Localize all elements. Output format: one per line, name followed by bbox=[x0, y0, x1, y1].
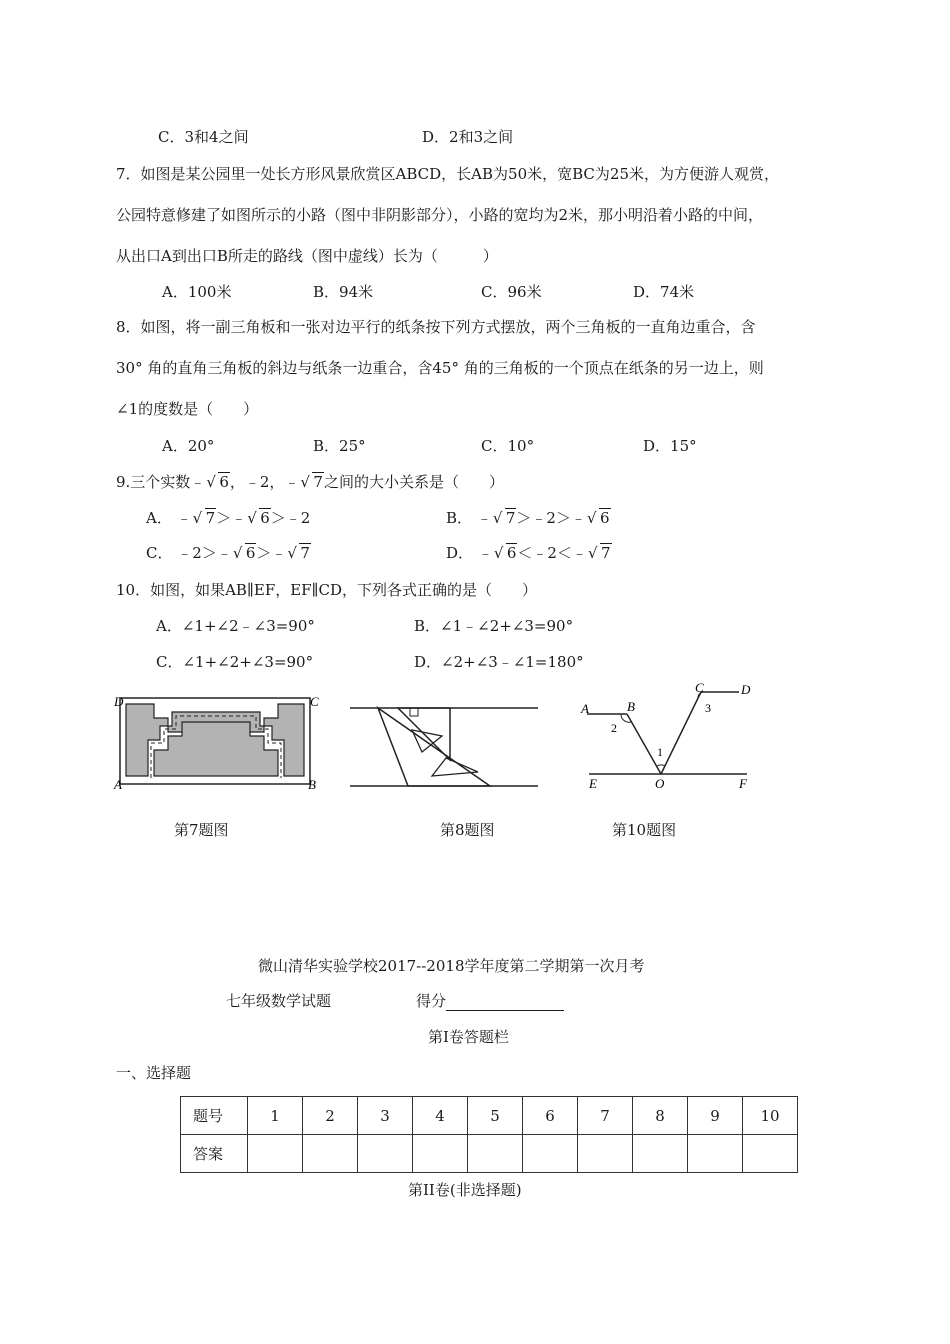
fig7-caption: 第7题图 bbox=[174, 821, 229, 839]
q7-line1: 7．如图是某公园里一处长方形风景欣赏区ABCD，长AB为50米，宽BC为25米，为方便游人观赏， bbox=[116, 165, 779, 183]
q7-line2: 公园特意修建了如图所示的小路（图中非阴影部分），小路的宽均为2米，那小明沿着小路的中间， bbox=[116, 206, 764, 224]
q8-option-a: A．20° bbox=[162, 437, 215, 455]
answer-cell[interactable] bbox=[578, 1135, 633, 1173]
figure-7 bbox=[112, 692, 322, 792]
q9-option-b: B． ﹣ √ 7＞﹣2＞﹣ √ 6 bbox=[446, 509, 610, 527]
table-row bbox=[181, 1135, 798, 1173]
q7-option-c: C．96米 bbox=[481, 283, 542, 301]
number-cell: 10 bbox=[743, 1097, 798, 1135]
q8-line1: 8．如图，将一副三角板和一张对边平行的纸条按下列方式摆放，两个三角板的一直角边重合，含 bbox=[116, 318, 756, 336]
answer-cell[interactable] bbox=[468, 1135, 523, 1173]
fig10-label-a: A bbox=[581, 701, 589, 716]
number-cell: 2 bbox=[303, 1097, 358, 1135]
number-cell: 7 bbox=[578, 1097, 633, 1135]
fig10-label-c: C bbox=[695, 680, 704, 695]
number-cell: 1 bbox=[248, 1097, 303, 1135]
answer-cell[interactable] bbox=[743, 1135, 798, 1173]
q6-option-c: C．3和4之间 bbox=[158, 128, 249, 146]
q9-stem: 9.三个实数﹣ √ 6，﹣2，﹣ √ 7之间的大小关系是（ ） bbox=[116, 473, 504, 491]
q10-option-d: D．∠2+∠3﹣∠1=180° bbox=[414, 653, 584, 671]
fig7-label-b: B bbox=[308, 777, 316, 792]
q7-line3: 从出口A到出口B所走的路线（图中虚线）长为（ ） bbox=[116, 247, 498, 265]
number-cell: 5 bbox=[468, 1097, 523, 1135]
q10-option-a: A．∠1+∠2﹣∠3=90° bbox=[156, 617, 315, 635]
q8-option-c: C．10° bbox=[481, 437, 535, 455]
q10-stem: 10．如图，如果AB∥EF，EF∥CD，下列各式正确的是（ ） bbox=[116, 581, 538, 599]
fig10-label-e: E bbox=[589, 776, 597, 791]
q10-option-b: B．∠1﹣∠2+∠3=90° bbox=[414, 617, 574, 635]
fig7-label-a: A bbox=[114, 777, 122, 792]
answer-cell[interactable] bbox=[303, 1135, 358, 1173]
score-field bbox=[416, 991, 564, 1011]
q8-option-d: D．15° bbox=[643, 437, 697, 455]
q10-option-c: C．∠1+∠2+∠3=90° bbox=[156, 653, 314, 671]
answer-cell[interactable] bbox=[523, 1135, 578, 1173]
section1-title: 一、选择题 bbox=[116, 1064, 192, 1082]
fig10-label-f: F bbox=[739, 776, 747, 791]
fig10-angle-1: 1 bbox=[657, 745, 663, 759]
number-cell: 6 bbox=[523, 1097, 578, 1135]
fig10-caption: 第10题图 bbox=[612, 821, 677, 839]
score-label: 得分 bbox=[416, 992, 447, 1010]
header-cell: 答案 bbox=[181, 1135, 248, 1173]
fig8-caption: 第8题图 bbox=[440, 821, 495, 839]
q9-option-d: D． ﹣ √ 6＜﹣2＜﹣ √ 7 bbox=[446, 544, 611, 562]
answer-cell[interactable] bbox=[633, 1135, 688, 1173]
answer-cell[interactable] bbox=[413, 1135, 468, 1173]
number-cell: 4 bbox=[413, 1097, 468, 1135]
table-row bbox=[181, 1097, 798, 1135]
fig7-label-d: D bbox=[114, 694, 124, 709]
number-cell: 9 bbox=[688, 1097, 743, 1135]
q9-option-c: C． ﹣2＞﹣ √ 6＞﹣ √ 7 bbox=[146, 544, 310, 562]
q8-line2: 30° 角的直角三角板的斜边与纸条一边重合，含45° 角的三角板的一个顶点在纸条的另一边上，则 bbox=[116, 359, 764, 377]
subject-title: 七年级数学试题 bbox=[226, 992, 332, 1010]
school-title: 微山清华实验学校2017--2018学年度第二学期第一次月考 bbox=[258, 957, 645, 975]
number-cell: 8 bbox=[633, 1097, 688, 1135]
header-cell: 题号 bbox=[181, 1097, 248, 1135]
q7-option-a: A．100米 bbox=[162, 283, 232, 301]
part2-title: 第II卷(非选择题) bbox=[408, 1181, 522, 1199]
q8-line3: ∠1的度数是（ ） bbox=[116, 400, 259, 418]
fig7-label-c: C bbox=[310, 694, 319, 709]
answer-cell[interactable] bbox=[248, 1135, 303, 1173]
score-blank bbox=[446, 996, 564, 1011]
q9-option-a: A． ﹣ √ 7＞﹣ √ 6＞﹣2 bbox=[146, 509, 311, 527]
fig10-label-o: O bbox=[655, 776, 665, 791]
number-cell: 3 bbox=[358, 1097, 413, 1135]
fig10-angle-3: 3 bbox=[705, 701, 711, 715]
answer-cell[interactable] bbox=[688, 1135, 743, 1173]
fig10-label-b: B bbox=[627, 699, 635, 714]
q8-option-b: B．25° bbox=[313, 437, 366, 455]
figure-10 bbox=[575, 680, 765, 792]
fig10-angle-2: 2 bbox=[611, 721, 617, 735]
fig10-label-d: D bbox=[741, 682, 751, 697]
part1-title: 第Ⅰ卷答题栏 bbox=[428, 1028, 509, 1046]
q6-option-d: D．2和3之间 bbox=[422, 128, 514, 146]
q7-option-d: D．74米 bbox=[633, 283, 695, 301]
answer-cell[interactable] bbox=[358, 1135, 413, 1173]
q7-option-b: B．94米 bbox=[313, 283, 374, 301]
answer-table bbox=[180, 1096, 798, 1173]
figure-8 bbox=[350, 700, 540, 792]
